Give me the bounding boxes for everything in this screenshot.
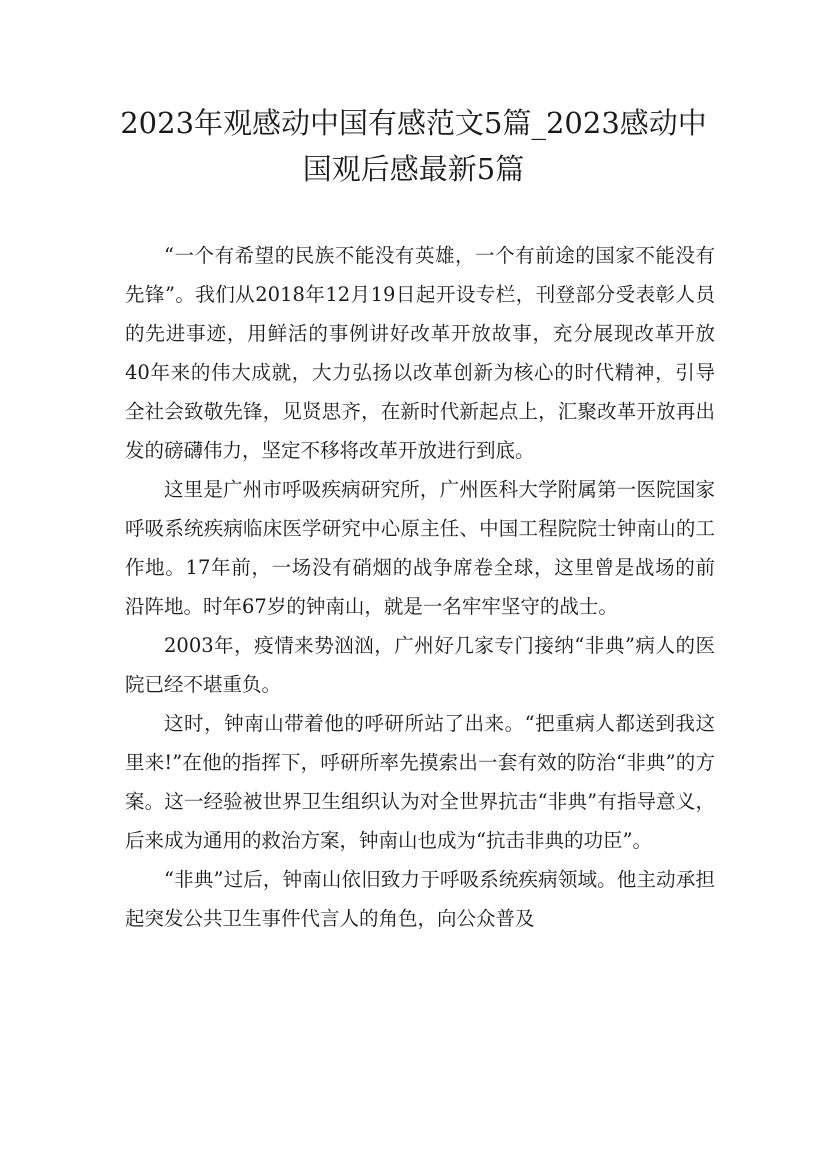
- paragraph: 这里是广州市呼吸疾病研究所，广州医科大学附属第一医院国家呼吸系统疾病临床医学研究中心原主任、中国工程院院士钟南山的工作地。17年前，一场没有硝烟的战争席卷全球，这里曾是战场的前沿阵地。时年67岁的钟南山，就是一名牢牢坚守的战士。: [125, 478, 715, 618]
- document-body: [125, 236, 715, 938]
- paragraph: “非典”过后，钟南山依旧致力于呼吸系统疾病领域。他主动承担起突发公共卫生事件代言人的角色，向公众普及: [125, 868, 715, 930]
- document-title: 2023年观感动中国有感范文5篇_2023感动中国观后感最新5篇: [120, 106, 707, 186]
- paragraph: 2003年，疫情来势汹汹，广州好几家专门接纳“非典”病人的医院已经不堪重负。: [125, 634, 715, 696]
- paragraph: 这时，钟南山带着他的呼研所站了出来。“把重病人都送到我这里来!”在他的指挥下，呼研所率先摸索出一套有效的防治“非典”的方案。这一经验被世界卫生组织认为对全世界抗击“非典”有指导意义，后来成为通用的救治方案，钟南山也成为“抗击非典的功臣”。: [125, 712, 715, 852]
- paragraph: “一个有希望的民族不能没有英雄，一个有前途的国家不能没有先锋”。我们从2018年12月19日起开设专栏，刊登部分受表彰人员的先进事迹，用鲜活的事例讲好改革开放故事，充分展现改革开放40年来的伟大成就，大力弘扬以改革创新为核心的时代精神，引导全社会致敬先锋，见贤思齐，在新时代新起点上，汇聚改革开放再出发的磅礴伟力，坚定不移将改革开放进行到底。: [125, 244, 715, 462]
